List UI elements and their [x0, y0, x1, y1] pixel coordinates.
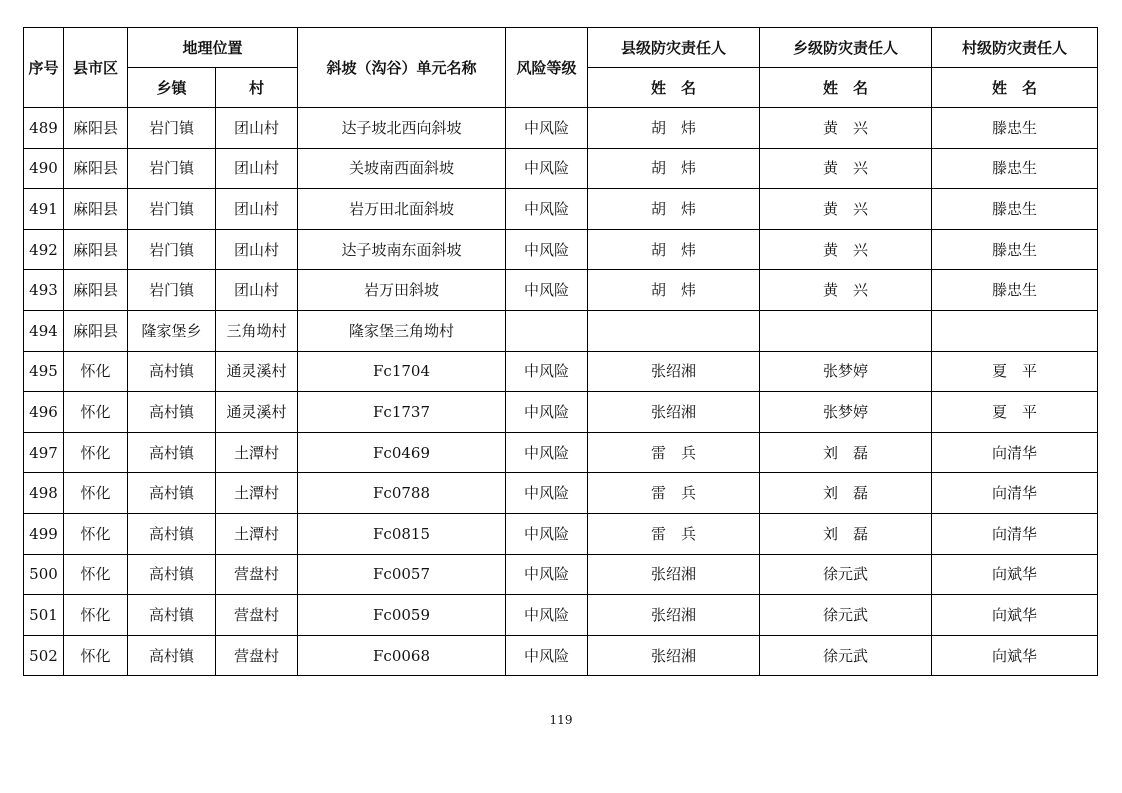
row-town-responsible: 刘 磊	[760, 473, 932, 514]
page-number: 119	[549, 713, 573, 727]
row-seq: 502	[24, 635, 64, 676]
row-county: 怀化	[64, 513, 128, 554]
row-village: 通灵溪村	[216, 351, 298, 392]
row-county: 怀化	[64, 392, 128, 433]
row-village-responsible: 向清华	[932, 473, 1098, 514]
row-town-responsible: 黄 兴	[760, 229, 932, 270]
row-seq: 492	[24, 229, 64, 270]
row-seq: 493	[24, 270, 64, 311]
row-village-responsible: 向斌华	[932, 554, 1098, 595]
row-town: 隆家堡乡	[128, 310, 216, 351]
row-county: 怀化	[64, 351, 128, 392]
row-seq: 499	[24, 513, 64, 554]
row-town: 岩门镇	[128, 148, 216, 189]
row-town: 岩门镇	[128, 270, 216, 311]
row-risk-level: 中风险	[506, 189, 588, 230]
header-town-responsible: 乡级防灾责任人	[760, 28, 932, 68]
row-village-responsible: 滕忠生	[932, 229, 1098, 270]
row-town-responsible: 黄 兴	[760, 270, 932, 311]
row-village-responsible: 向清华	[932, 432, 1098, 473]
row-county: 怀化	[64, 595, 128, 636]
row-unit-name: 关坡南西面斜坡	[298, 148, 506, 189]
row-town: 高村镇	[128, 473, 216, 514]
row-town: 高村镇	[128, 635, 216, 676]
row-town-responsible: 黄 兴	[760, 108, 932, 149]
row-risk-level: 中风险	[506, 392, 588, 433]
row-unit-name: Fc0059	[298, 595, 506, 636]
row-unit-name: Fc0469	[298, 432, 506, 473]
row-county: 怀化	[64, 432, 128, 473]
row-village: 团山村	[216, 229, 298, 270]
header-town: 乡镇	[128, 68, 216, 108]
row-town: 高村镇	[128, 432, 216, 473]
row-village-responsible: 滕忠生	[932, 189, 1098, 230]
row-village: 通灵溪村	[216, 392, 298, 433]
row-risk-level: 中风险	[506, 513, 588, 554]
row-unit-name: Fc1737	[298, 392, 506, 433]
header-seq: 序号	[24, 28, 64, 108]
row-village-responsible: 向清华	[932, 513, 1098, 554]
row-county: 麻阳县	[64, 310, 128, 351]
row-unit-name: 达子坡南东面斜坡	[298, 229, 506, 270]
row-town: 高村镇	[128, 595, 216, 636]
table-row	[24, 595, 1098, 636]
row-village: 营盘村	[216, 554, 298, 595]
row-county-responsible: 张绍湘	[588, 351, 760, 392]
row-unit-name: 岩万田北面斜坡	[298, 189, 506, 230]
table-row	[24, 310, 1098, 351]
row-seq: 500	[24, 554, 64, 595]
row-village: 土潭村	[216, 473, 298, 514]
row-town-responsible: 黄 兴	[760, 148, 932, 189]
row-risk-level: 中风险	[506, 270, 588, 311]
row-town-responsible: 刘 磊	[760, 513, 932, 554]
row-village-responsible: 滕忠生	[932, 108, 1098, 149]
row-village: 团山村	[216, 189, 298, 230]
row-county-responsible: 胡 炜	[588, 229, 760, 270]
header-county-name: 姓 名	[588, 68, 760, 108]
row-town-responsible: 徐元武	[760, 635, 932, 676]
row-village: 团山村	[216, 270, 298, 311]
row-county-responsible: 胡 炜	[588, 108, 760, 149]
row-risk-level	[506, 310, 588, 351]
row-county: 怀化	[64, 473, 128, 514]
header-risk-level: 风险等级	[506, 28, 588, 108]
row-village: 团山村	[216, 108, 298, 149]
row-seq: 489	[24, 108, 64, 149]
row-county: 麻阳县	[64, 229, 128, 270]
row-seq: 491	[24, 189, 64, 230]
row-risk-level: 中风险	[506, 554, 588, 595]
row-seq: 501	[24, 595, 64, 636]
row-town-responsible: 徐元武	[760, 595, 932, 636]
row-county: 麻阳县	[64, 189, 128, 230]
row-county-responsible: 雷 兵	[588, 473, 760, 514]
row-risk-level: 中风险	[506, 635, 588, 676]
row-village: 营盘村	[216, 635, 298, 676]
table-row	[24, 635, 1098, 676]
row-county: 麻阳县	[64, 148, 128, 189]
row-county-responsible: 胡 炜	[588, 270, 760, 311]
row-unit-name: Fc1704	[298, 351, 506, 392]
header-row-1	[24, 28, 1098, 68]
row-risk-level: 中风险	[506, 595, 588, 636]
row-county: 麻阳县	[64, 270, 128, 311]
row-county: 麻阳县	[64, 108, 128, 149]
header-unit-name: 斜坡（沟谷）单元名称	[298, 28, 506, 108]
row-unit-name: 隆家堡三角坳村	[298, 310, 506, 351]
row-town-responsible	[760, 310, 932, 351]
table-row	[24, 148, 1098, 189]
table-row	[24, 189, 1098, 230]
table-body	[24, 108, 1098, 676]
row-town: 高村镇	[128, 513, 216, 554]
row-risk-level: 中风险	[506, 108, 588, 149]
row-village-responsible: 滕忠生	[932, 270, 1098, 311]
row-risk-level: 中风险	[506, 148, 588, 189]
row-unit-name: 岩万田斜坡	[298, 270, 506, 311]
row-risk-level: 中风险	[506, 473, 588, 514]
row-unit-name: Fc0815	[298, 513, 506, 554]
row-risk-level: 中风险	[506, 229, 588, 270]
row-county-responsible: 雷 兵	[588, 432, 760, 473]
row-county: 怀化	[64, 554, 128, 595]
row-county-responsible: 张绍湘	[588, 595, 760, 636]
row-unit-name: 达子坡北西向斜坡	[298, 108, 506, 149]
header-town-name: 姓 名	[760, 68, 932, 108]
table-row	[24, 270, 1098, 311]
header-village-name: 姓 名	[932, 68, 1098, 108]
row-risk-level: 中风险	[506, 351, 588, 392]
row-village: 营盘村	[216, 595, 298, 636]
header-county: 县市区	[64, 28, 128, 108]
row-town-responsible: 刘 磊	[760, 432, 932, 473]
row-county-responsible: 胡 炜	[588, 148, 760, 189]
row-town: 高村镇	[128, 392, 216, 433]
row-county-responsible: 张绍湘	[588, 392, 760, 433]
table-row	[24, 513, 1098, 554]
row-village-responsible: 滕忠生	[932, 148, 1098, 189]
row-village-responsible: 向斌华	[932, 635, 1098, 676]
table-row	[24, 473, 1098, 514]
row-village: 三角坳村	[216, 310, 298, 351]
header-village: 村	[216, 68, 298, 108]
header-village-responsible: 村级防灾责任人	[932, 28, 1098, 68]
row-county-responsible: 张绍湘	[588, 554, 760, 595]
row-village: 团山村	[216, 148, 298, 189]
row-village: 土潭村	[216, 513, 298, 554]
table-row	[24, 108, 1098, 149]
row-unit-name: Fc0057	[298, 554, 506, 595]
row-town-responsible: 黄 兴	[760, 189, 932, 230]
row-seq: 497	[24, 432, 64, 473]
header-geo-location: 地理位置	[128, 28, 298, 68]
row-town: 高村镇	[128, 351, 216, 392]
row-seq: 490	[24, 148, 64, 189]
row-county-responsible	[588, 310, 760, 351]
row-seq: 494	[24, 310, 64, 351]
table-row	[24, 432, 1098, 473]
row-village-responsible: 夏 平	[932, 351, 1098, 392]
row-unit-name: Fc0788	[298, 473, 506, 514]
row-risk-level: 中风险	[506, 432, 588, 473]
table-row	[24, 554, 1098, 595]
row-seq: 495	[24, 351, 64, 392]
row-county-responsible: 雷 兵	[588, 513, 760, 554]
row-village-responsible	[932, 310, 1098, 351]
row-village: 土潭村	[216, 432, 298, 473]
row-town: 岩门镇	[128, 229, 216, 270]
row-village-responsible: 向斌华	[932, 595, 1098, 636]
row-seq: 496	[24, 392, 64, 433]
row-town: 岩门镇	[128, 108, 216, 149]
table-row	[24, 351, 1098, 392]
row-town-responsible: 徐元武	[760, 554, 932, 595]
header-county-responsible: 县级防灾责任人	[588, 28, 760, 68]
row-unit-name: Fc0068	[298, 635, 506, 676]
table-row	[24, 229, 1098, 270]
row-town-responsible: 张梦婷	[760, 392, 932, 433]
row-town: 高村镇	[128, 554, 216, 595]
row-town-responsible: 张梦婷	[760, 351, 932, 392]
row-village-responsible: 夏 平	[932, 392, 1098, 433]
row-county: 怀化	[64, 635, 128, 676]
row-seq: 498	[24, 473, 64, 514]
row-county-responsible: 张绍湘	[588, 635, 760, 676]
disaster-responsibility-table	[23, 27, 1098, 676]
table-row	[24, 392, 1098, 433]
row-county-responsible: 胡 炜	[588, 189, 760, 230]
row-town: 岩门镇	[128, 189, 216, 230]
